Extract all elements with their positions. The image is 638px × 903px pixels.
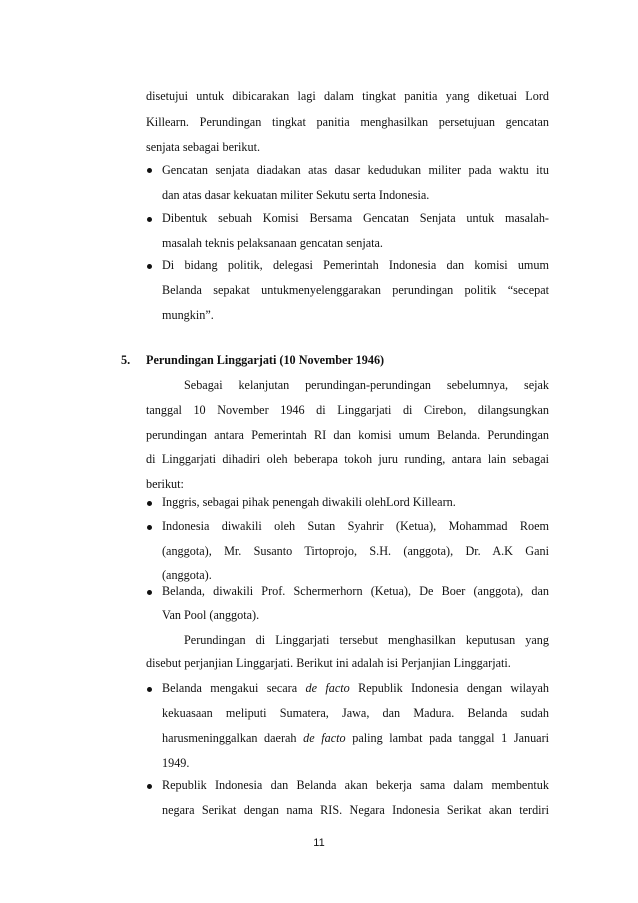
paragraph-line: Perundingan di Linggarjati tersebut menghasilkan keputusan yang [184, 633, 549, 647]
paragraph-line: disetujui untuk dibicarakan lagi dalam tingkat panitia yang diketuai Lord [146, 89, 549, 103]
list-item-line [162, 731, 549, 746]
list-item-line: Indonesia diwakili oleh Sutan Syahrir (Ketua), Mohammad Roem [162, 519, 549, 533]
list-item-line: Belanda, diwakili Prof. Schermerhorn (Ketua), De Boer (anggota), dan [162, 584, 549, 598]
page-number: 11 [313, 837, 325, 849]
bullet-icon [147, 525, 152, 530]
paragraph-line: Sebagai kelanjutan perundingan-perundingan sebelumnya, sejak [184, 378, 549, 392]
bullet-icon [147, 590, 152, 595]
list-item-line: Di bidang politik, delegasi Pemerintah Indonesia dan komisi umum [162, 258, 549, 272]
italic-term: de facto [303, 731, 346, 745]
list-item-line: dan atas dasar kekuatan militer Sekutu serta Indonesia. [162, 188, 430, 202]
paragraph-line: berikut: [146, 477, 184, 491]
list-text: harusmeninggalkan daerah [162, 731, 297, 745]
bullet-icon [147, 168, 152, 173]
list-item-line: Belanda sepakat untukmenyelenggarakan perundingan politik “secepat [162, 283, 549, 297]
list-item-line [162, 681, 549, 696]
list-item-line: masalah teknis pelaksanaan gencatan senjata. [162, 236, 383, 250]
paragraph-line: disebut perjanjian Linggarjati. Berikut ini adalah isi Perjanjian Linggarjati. [146, 656, 511, 670]
bullet-icon [147, 784, 152, 789]
bullet-icon [147, 264, 152, 269]
list-text: Belanda mengakui secara [162, 681, 298, 695]
bullet-icon [147, 501, 152, 506]
paragraph-line: perundingan antara Pemerintah RI dan komisi umum Belanda. Perundingan [146, 428, 549, 442]
paragraph-line: senjata sebagai berikut. [146, 140, 261, 154]
bullet-icon [147, 217, 152, 222]
section-number: 5. [121, 353, 131, 367]
list-item-line: Republik Indonesia dan Belanda akan bekerja sama dalam membentuk [162, 778, 549, 792]
list-item-line: mungkin”. [162, 308, 214, 322]
section-heading: Perundingan Linggarjati (10 November 1946) [146, 353, 385, 367]
paragraph-line: di Linggarjati dihadiri oleh beberapa tokoh juru runding, antara lain sebagai [146, 452, 549, 466]
list-item-line: negara Serikat dengan nama RIS. Negara Indonesia Serikat akan terdiri [162, 803, 549, 817]
list-item-line: Van Pool (anggota). [162, 608, 260, 622]
bullet-icon [147, 687, 152, 692]
paragraph-line: Killearn. Perundingan tingkat panitia menghasilkan persetujuan gencatan [146, 115, 549, 129]
list-item-line: kekuasaan meliputi Sumatera, Jawa, dan Madura. Belanda sudah [162, 706, 549, 720]
list-item-line: Inggris, sebagai pihak penengah diwakili olehLord Killearn. [162, 495, 456, 509]
list-item-line: (anggota), Mr. Susanto Tirtoprojo, S.H. (anggota), Dr. A.K Gani [162, 544, 549, 558]
list-item-line: Gencatan senjata diadakan atas dasar kedudukan militer pada waktu itu [162, 163, 549, 177]
list-text: Republik Indonesia dengan wilayah [358, 681, 550, 695]
list-item-line: 1949. [162, 756, 190, 770]
list-item-line: Dibentuk sebuah Komisi Bersama Gencatan Senjata untuk masalah- [162, 211, 549, 225]
list-item-line: (anggota). [162, 568, 212, 582]
italic-term: de facto [305, 681, 350, 695]
list-text: paling lambat pada tanggal 1 Januari [352, 731, 550, 745]
paragraph-line: tanggal 10 November 1946 di Linggarjati di Cirebon, dilangsungkan [146, 403, 549, 417]
